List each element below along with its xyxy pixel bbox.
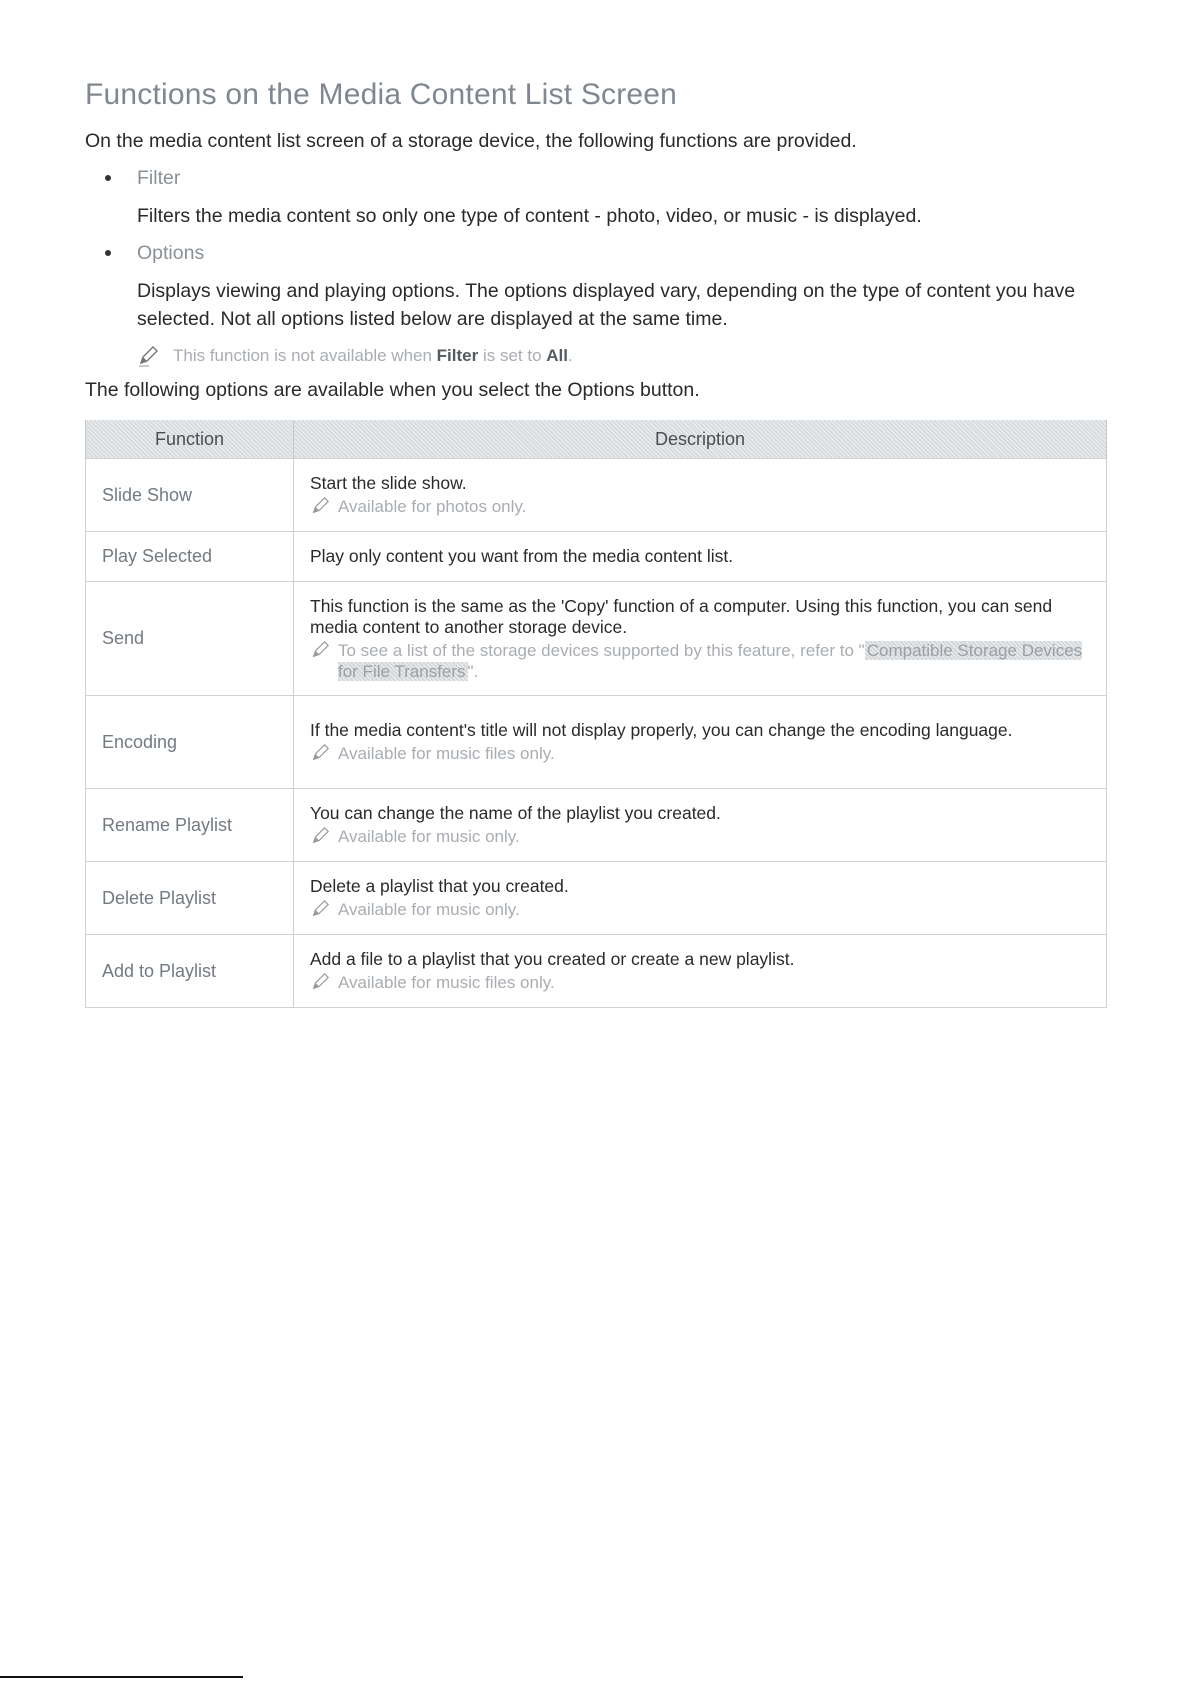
filter-heading: Filter [137, 167, 181, 189]
note-filter-term: Filter [436, 346, 479, 365]
table-row [86, 532, 1107, 582]
description-note [310, 972, 1090, 993]
column-header-description: Description [294, 420, 1107, 459]
function-cell: Encoding [86, 696, 294, 789]
options-description: Displays viewing and playing options. The options displayed vary, depending on the type of content you have selected. Not all options listed below are displayed at the same time. [137, 280, 1076, 330]
options-intro-text: The following options are available when you select the Options button. [85, 379, 700, 401]
note-all-term: All [546, 346, 568, 365]
note-text: To see a list of the storage devices supported by this feature, refer to " [338, 640, 865, 660]
note-text: Available for music only. [338, 900, 520, 919]
page-content [85, 78, 1115, 1008]
table-row [86, 935, 1107, 1008]
note-text: Available for music files only. [338, 973, 555, 992]
table-row [86, 582, 1107, 696]
pencil-note-icon [310, 496, 330, 516]
note-text: ". [467, 661, 479, 681]
description-note [310, 899, 1090, 920]
description-note [310, 743, 1090, 764]
description-note [310, 496, 1090, 517]
list-item-options [137, 242, 1115, 367]
note-text: Available for music only. [338, 827, 520, 846]
description-cell [294, 862, 1107, 935]
description-text: You can change the name of the playlist you created. [310, 803, 721, 823]
description-text: Add a file to a playlist that you created or create a new playlist. [310, 949, 795, 969]
note-text: Available for music files only. [338, 744, 555, 763]
pencil-note-icon [310, 826, 330, 846]
pencil-note-icon [310, 899, 330, 919]
function-list [85, 167, 1115, 367]
compatible-devices-link[interactable]: Compatible Storage Devices for File Transfers [338, 640, 1083, 681]
description-cell [294, 582, 1107, 696]
table-row [86, 696, 1107, 789]
description-cell [294, 696, 1107, 789]
description-text: This function is the same as the 'Copy' function of a computer. Using this function, you can send media content to another storage device. [310, 595, 1053, 637]
function-cell: Delete Playlist [86, 862, 294, 935]
filter-description: Filters the media content so only one type of content - photo, video, or music - is displayed. [137, 205, 922, 227]
note-text: Available for photos only. [338, 497, 527, 516]
table-row [86, 459, 1107, 532]
function-cell: Add to Playlist [86, 935, 294, 1008]
pencil-note-icon [310, 972, 330, 992]
table-header-row [86, 420, 1107, 459]
options-heading: Options [137, 242, 205, 264]
footer-rule [0, 1676, 243, 1678]
description-cell [294, 459, 1107, 532]
list-item-filter [137, 167, 1115, 230]
description-note [310, 640, 1090, 682]
note-text: . [567, 346, 573, 365]
pencil-note-icon [310, 743, 330, 763]
options-table [85, 420, 1107, 1008]
description-text: If the media content's title will not display properly, you can change the encoding language. [310, 720, 1013, 740]
function-cell: Send [86, 582, 294, 696]
description-cell [294, 935, 1107, 1008]
page-title: Functions on the Media Content List Screen [85, 78, 678, 111]
description-note [310, 826, 1090, 847]
note-text: is set to [478, 346, 547, 365]
description-text: Play only content you want from the media content list. [310, 546, 734, 566]
function-cell: Play Selected [86, 532, 294, 582]
bullet-icon [105, 250, 111, 256]
table-row [86, 862, 1107, 935]
bullet-icon [105, 175, 111, 181]
description-text: Start the slide show. [310, 473, 467, 493]
function-cell: Slide Show [86, 459, 294, 532]
description-cell [294, 532, 1107, 582]
options-note [137, 345, 1115, 367]
column-header-function: Function [86, 420, 294, 459]
table-row [86, 789, 1107, 862]
function-cell: Rename Playlist [86, 789, 294, 862]
description-text: Delete a playlist that you created. [310, 876, 569, 896]
intro-text: On the media content list screen of a storage device, the following functions are provided. [85, 130, 857, 152]
note-text: This function is not available when [173, 346, 437, 365]
pencil-note-icon [310, 640, 330, 660]
pencil-note-icon [137, 345, 159, 367]
description-cell [294, 789, 1107, 862]
